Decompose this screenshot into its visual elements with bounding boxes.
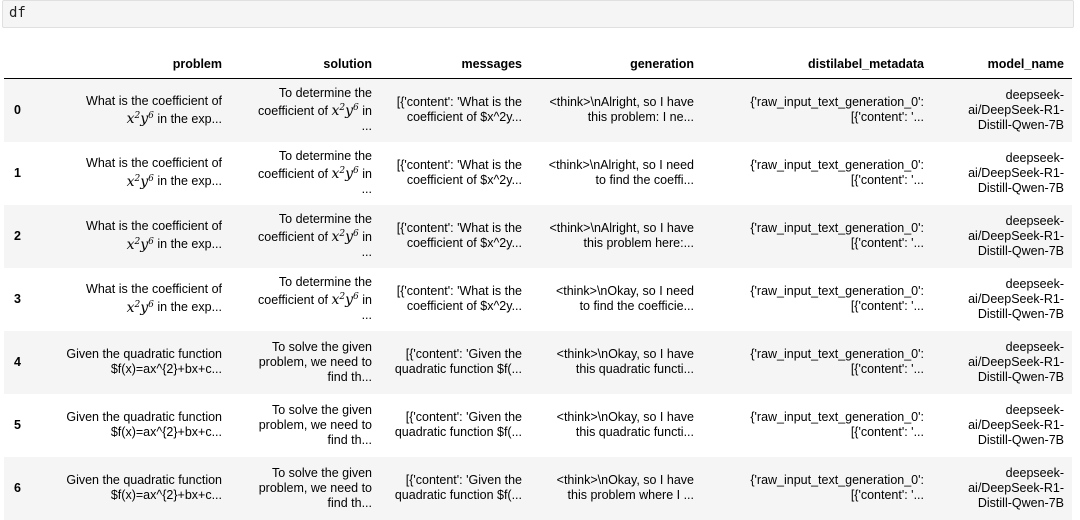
cell-line: coefficient of $x^2y...: [406, 173, 522, 187]
cell-line: [{'content': 'What is the: [396, 158, 522, 172]
dataframe-output: [4, 50, 1072, 520]
cell-line: {'raw_input_text_generation_0':: [750, 95, 924, 110]
cell-line: [236, 101, 372, 119]
cell-text: coefficient of: [258, 230, 328, 245]
table-row: [4, 394, 1072, 457]
column-header-messages: messages: [380, 50, 530, 79]
cell-line: problem, we need to: [258, 480, 372, 495]
column-header-solution: solution: [230, 50, 380, 79]
cell-line: find th...: [327, 495, 372, 510]
cell-line: {'raw_input_text_generation_0':: [750, 410, 924, 424]
cell-line: {'raw_input_text_generation_0':: [750, 284, 924, 298]
cell-solution: [230, 79, 380, 142]
cell-line: ai/DeepSeek-R1-: [968, 228, 1064, 243]
cell-line: Distill-Qwen-7B: [977, 495, 1064, 510]
table-row: [4, 79, 1072, 142]
cell-line: ...: [361, 245, 372, 260]
cell-line: What is the coefficient of: [86, 282, 222, 297]
cell-line: {'raw_input_text_generation_0':: [750, 347, 924, 361]
cell-line: [{'content': 'What is the: [396, 284, 522, 298]
cell-line: find th...: [327, 369, 372, 384]
row-index: 3: [14, 291, 21, 306]
table-row: [4, 331, 1072, 394]
math-term: $x^2y^6$: [331, 103, 359, 120]
cell-line: [48, 297, 222, 315]
cell-generation: [530, 457, 702, 520]
math-term: $x^2y^6$: [126, 299, 154, 316]
cell-line: <think>\nOkay, so I have: [556, 410, 694, 424]
cell-line: ai/DeepSeek-R1-: [968, 480, 1064, 495]
math-term: $x^2y^6$: [126, 173, 154, 190]
cell-model-name: [932, 268, 1072, 331]
cell-line: To determine the: [278, 86, 372, 101]
header-row: [4, 50, 1072, 79]
cell-line: {'raw_input_text_generation_0':: [750, 221, 924, 235]
cell-text: coefficient of: [258, 293, 328, 308]
cell-line: <think>\nAlright, so I have: [549, 221, 694, 235]
cell-line: this quadratic functi...: [575, 425, 694, 439]
table-row: [4, 457, 1072, 520]
cell-line: Distill-Qwen-7B: [977, 180, 1064, 195]
cell-line: [{'content': '...: [850, 236, 924, 250]
cell-line: deepseek-: [1005, 276, 1064, 291]
cell-distilabel-metadata: [702, 457, 932, 520]
cell-line: $f(x)=ax^{2}+bx+c...: [110, 488, 222, 502]
row-index: 2: [14, 228, 21, 243]
cell-line: ai/DeepSeek-R1-: [968, 102, 1064, 117]
cell-line: What is the coefficient of: [86, 93, 222, 108]
cell-problem: [42, 268, 230, 331]
row-index: 4: [14, 354, 21, 369]
column-header-model-name: model_name: [932, 50, 1072, 79]
cell-line: coefficient of $x^2y...: [406, 299, 522, 313]
cell-solution: [230, 331, 380, 394]
cell-line: ...: [361, 182, 372, 197]
cell-text: in the exp...: [157, 111, 222, 126]
math-term: $x^2y^6$: [126, 236, 154, 253]
cell-problem: [42, 394, 230, 457]
cell-line: quadratic function $f(...: [394, 362, 522, 376]
cell-distilabel-metadata: [702, 331, 932, 394]
math-term: $x^2y^6$: [331, 228, 359, 246]
column-header-distilabel-metadata: distilabel_metadata: [702, 50, 932, 79]
dataframe-table: [4, 50, 1072, 520]
cell-problem: [42, 457, 230, 520]
cell-solution: [230, 268, 380, 331]
cell-line: deepseek-: [1005, 339, 1064, 354]
cell-line: problem, we need to: [258, 354, 372, 369]
cell-line: [48, 171, 222, 189]
cell-line: [{'content': '...: [850, 110, 924, 125]
row-index: 6: [14, 480, 21, 495]
cell-line: $f(x)=ax^{2}+bx+c...: [110, 362, 222, 376]
cell-solution: [230, 394, 380, 457]
cell-text: in: [362, 104, 372, 119]
cell-line: To solve the given: [271, 402, 372, 417]
code-text[interactable]: df: [9, 5, 26, 21]
cell-line: coefficient of $x^2y...: [406, 110, 522, 125]
cell-line: to find the coeffi...: [595, 173, 694, 187]
cell-generation: [530, 331, 702, 394]
cell-line: ai/DeepSeek-R1-: [968, 165, 1064, 180]
cell-line: deepseek-: [1005, 402, 1064, 417]
cell-text: in the exp...: [157, 300, 222, 315]
cell-line: this problem: I ne...: [587, 110, 694, 125]
row-index: 1: [14, 165, 21, 180]
cell-line: Distill-Qwen-7B: [977, 306, 1064, 321]
cell-problem: [42, 331, 230, 394]
math-term: $x^2y^6$: [331, 165, 359, 183]
row-index: 5: [14, 417, 21, 432]
cell-text: in the exp...: [157, 174, 222, 189]
cell-line: [{'content': '...: [850, 299, 924, 313]
cell-model-name: [932, 457, 1072, 520]
cell-line: [236, 227, 372, 245]
cell-line: {'raw_input_text_generation_0':: [750, 473, 924, 487]
cell-line: ...: [361, 119, 372, 134]
cell-line: deepseek-: [1005, 150, 1064, 165]
cell-line: ai/DeepSeek-R1-: [968, 417, 1064, 432]
cell-messages: [380, 394, 530, 457]
cell-line: Given the quadratic function: [66, 473, 222, 487]
column-header-problem: problem: [42, 50, 230, 79]
cell-line: quadratic function $f(...: [394, 488, 522, 502]
cell-text: in: [362, 230, 372, 245]
cell-line: <think>\nAlright, so I need: [548, 158, 694, 172]
cell-line: [{'content': '...: [850, 173, 924, 187]
cell-solution: [230, 457, 380, 520]
cell-text: in: [362, 167, 372, 182]
cell-line: [236, 164, 372, 182]
math-term: $x^2y^6$: [331, 291, 359, 309]
cell-line: <think>\nOkay, so I need: [555, 284, 694, 298]
cell-distilabel-metadata: [702, 142, 932, 205]
table-row: [4, 142, 1072, 205]
cell-solution: [230, 205, 380, 268]
cell-line: [48, 109, 222, 127]
cell-line: [{'content': '...: [850, 362, 924, 376]
cell-model-name: [932, 394, 1072, 457]
cell-line: To solve the given: [271, 339, 372, 354]
cell-line: <think>\nOkay, so I have: [556, 347, 694, 361]
cell-line: What is the coefficient of: [86, 156, 222, 171]
cell-line: [{'content': 'Given the: [405, 410, 522, 424]
cell-line: [{'content': '...: [850, 425, 924, 439]
cell-distilabel-metadata: [702, 205, 932, 268]
cell-line: To determine the: [278, 274, 372, 289]
cell-line: ai/DeepSeek-R1-: [968, 354, 1064, 369]
cell-solution: [230, 142, 380, 205]
cell-line: deepseek-: [1005, 213, 1064, 228]
table-row: [4, 205, 1072, 268]
cell-problem: [42, 205, 230, 268]
math-term: $x^2y^6$: [126, 110, 154, 127]
cell-line: [236, 290, 372, 308]
cell-line: Given the quadratic function: [66, 410, 222, 424]
cell-line: coefficient of $x^2y...: [406, 236, 522, 250]
cell-line: $f(x)=ax^{2}+bx+c...: [110, 425, 222, 439]
cell-messages: [380, 268, 530, 331]
cell-line: ai/DeepSeek-R1-: [968, 291, 1064, 306]
cell-line: Given the quadratic function: [66, 347, 222, 361]
cell-line: Distill-Qwen-7B: [977, 432, 1064, 447]
cell-line: Distill-Qwen-7B: [977, 369, 1064, 384]
cell-model-name: [932, 331, 1072, 394]
cell-problem: [42, 79, 230, 142]
cell-line: Distill-Qwen-7B: [977, 117, 1064, 132]
cell-text: coefficient of: [258, 167, 328, 182]
cell-distilabel-metadata: [702, 394, 932, 457]
cell-line: to find the coefficie...: [579, 299, 694, 313]
cell-messages: [380, 205, 530, 268]
cell-line: [{'content': 'Given the: [405, 473, 522, 487]
cell-line: To solve the given: [271, 465, 372, 480]
cell-line: this problem here:...: [583, 236, 694, 250]
cell-line: this problem where I ...: [567, 488, 694, 502]
code-cell-input[interactable]: [2, 0, 1074, 28]
cell-line: ...: [361, 308, 372, 323]
cell-line: [{'content': 'Given the: [405, 347, 522, 361]
cell-line: deepseek-: [1005, 465, 1064, 480]
index-header: [4, 50, 42, 79]
cell-line: this quadratic functi...: [575, 362, 694, 376]
cell-messages: [380, 331, 530, 394]
cell-line: quadratic function $f(...: [394, 425, 522, 439]
cell-generation: [530, 142, 702, 205]
cell-line: [{'content': 'What is the: [396, 221, 522, 235]
cell-messages: [380, 457, 530, 520]
cell-line: [{'content': 'What is the: [396, 95, 522, 110]
column-header-generation: generation: [530, 50, 702, 79]
cell-distilabel-metadata: [702, 268, 932, 331]
cell-distilabel-metadata: [702, 79, 932, 142]
cell-generation: [530, 79, 702, 142]
cell-line: What is the coefficient of: [86, 219, 222, 234]
cell-line: {'raw_input_text_generation_0':: [750, 158, 924, 172]
table-body: [4, 79, 1072, 520]
cell-line: find th...: [327, 432, 372, 447]
cell-model-name: [932, 79, 1072, 142]
cell-line: [48, 234, 222, 252]
table-row: [4, 268, 1072, 331]
cell-line: Distill-Qwen-7B: [977, 243, 1064, 258]
cell-generation: [530, 268, 702, 331]
cell-generation: [530, 394, 702, 457]
cell-text: in the exp...: [157, 237, 222, 252]
cell-model-name: [932, 205, 1072, 268]
cell-text: coefficient of: [258, 104, 328, 119]
cell-line: To determine the: [278, 211, 372, 226]
row-index: 0: [14, 102, 21, 117]
cell-generation: [530, 205, 702, 268]
cell-problem: [42, 142, 230, 205]
cell-line: <think>\nOkay, so I have: [556, 473, 694, 487]
cell-model-name: [932, 142, 1072, 205]
cell-line: problem, we need to: [258, 417, 372, 432]
cell-line: [{'content': '...: [850, 488, 924, 502]
cell-messages: [380, 142, 530, 205]
cell-line: <think>\nAlright, so I have: [549, 95, 694, 110]
cell-line: deepseek-: [1005, 87, 1064, 102]
cell-text: in: [362, 293, 372, 308]
cell-messages: [380, 79, 530, 142]
cell-line: To determine the: [278, 148, 372, 163]
